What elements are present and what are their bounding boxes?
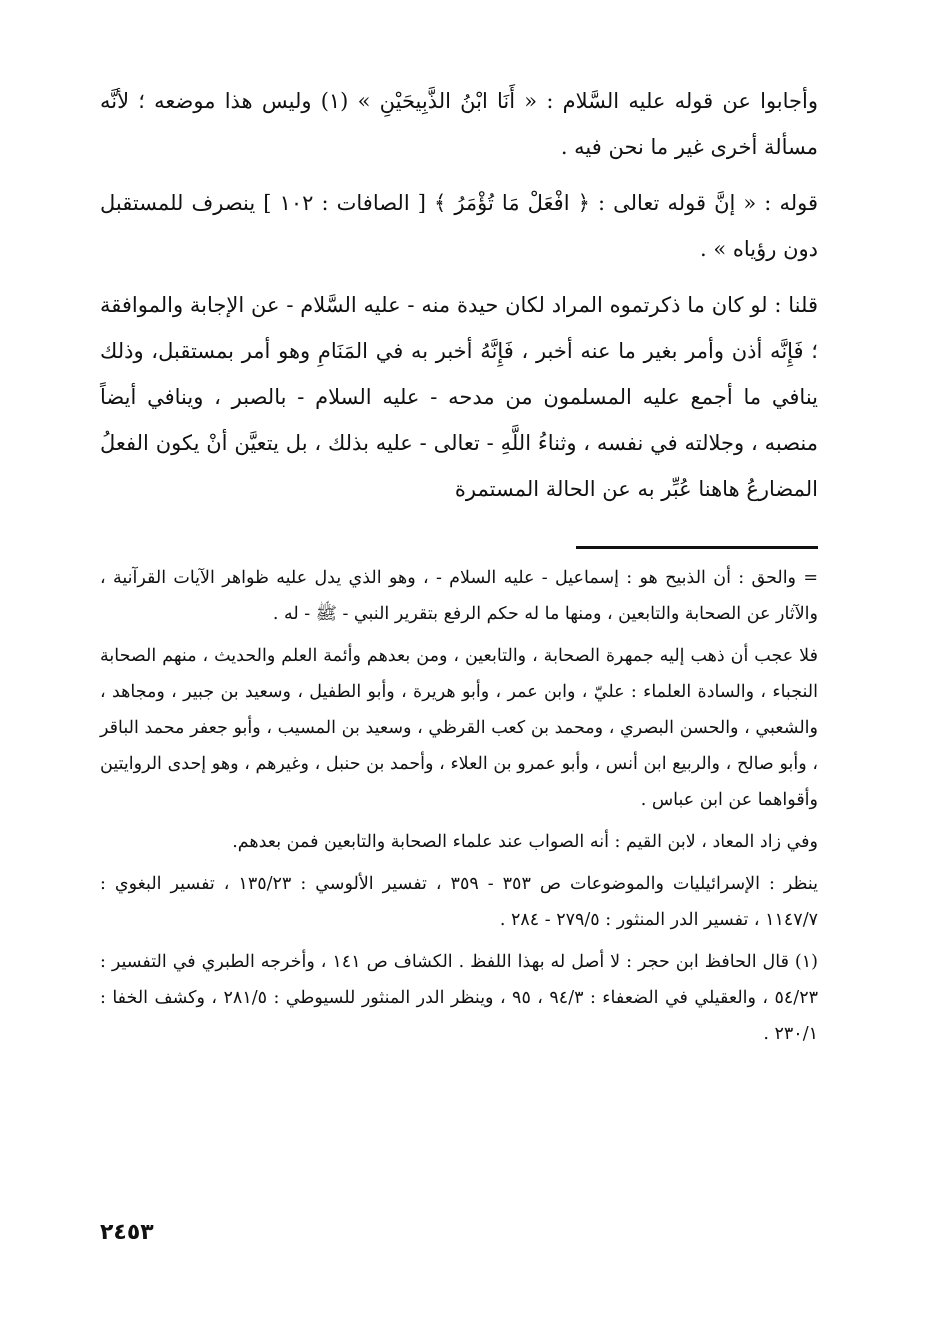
paragraph-quote: قوله : « إنَّ قوله تعالى : ﴿ افْعَلْ مَا تُؤْمَرُ ﴾ [ الصافات : ١٠٢ ] ينصرف للمستقبل دون رؤياه » . [100,191,818,261]
footnote-separator [576,546,818,549]
page-number: ٢٤٥٣ [100,1220,154,1245]
footnote-zad-almaad: وفي زاد المعاد ، لابن القيم : أنه الصواب عند علماء الصحابة والتابعين فمن بعدهم. [232,832,818,852]
main-text [100,78,818,522]
paragraph-reply: وأجابوا عن قوله عليه السَّلام : « أَنَا ابْنُ الذَّبِيحَيْنِ » (١) وليس هذا موضعه ؛ لأنَّه مسألة أخرى غير ما نحن فيه . [100,89,818,159]
footnote-1: (١) قال الحافظ ابن حجر : لا أصل له بهذا اللفظ . الكشاف ص ١٤١ ، وأخرجه الطبري في التفسير : ٥٤/٢٣ ، والعقيلي في الضعفاء : ٩٤/٣ ، ٩٥ ، وينظر الدر المنثور للسيوطي : ٢٨١/٥ ، وكشف الخفا : ٢٣٠/١ . [100,952,818,1044]
footnote-continuation: = والحق : أن الذبيح هو : إسماعيل - عليه السلام - ، وهو الذي يدل عليه ظواهر الآيات القرآنية ، والآثار عن الصحابة والتابعين ، ومنها ما له حكم الرفع بتقرير النبي - ﷺ - له . [100,568,818,624]
footnote-references: ينظر : الإسرائيليات والموضوعات ص ٣٥٣ - ٣٥٩ ، تفسير الألوسي : ١٣٥/٢٣ ، تفسير البغوي : ١١٤٧/٧ ، تفسير الدر المنثور : ٢٧٩/٥ - ٢٨٤ . [100,874,818,930]
footnotes [100,560,818,1058]
paragraph-response: قلنا : لو كان ما ذكرتموه المراد لكان حيدة منه - عليه السَّلام - عن الإجابة والموافقة ؛ فَإِنَّه أذن وأمر بغير ما عنه أخبر ، فَإِنَّهُ أخبر به في المَنَامِ وهو أمر بمستقبل، وذلك ينافي ما أجمع عليه المسلمون من مدحه - عليه السلام - بالصبر ، وينافي أيضاً منصبه ، وجلالته في نفسه ، وثناءُ اللَّهِ - تعالى - عليه بذلك ، بل يتعيَّن أنْ يكون الفعلُ المضارعُ هاهنا عُبِّر به عن الحالة المستمرة [100,293,818,501]
footnote-companions: فلا عجب أن ذهب إليه جمهرة الصحابة ، والتابعين ، ومن بعدهم وأئمة العلم والحديث ، منهم الصحابة النجباء ، والسادة العلماء : عليّ ، وابن عمر ، وأبو هريرة ، وأبو الطفيل ، وسعيد بن جبير ، ومجاهد ، والشعبي ، والحسن البصري ، ومحمد بن كعب القرظي ، وسعيد بن المسيب ، وأبو جعفر محمد الباقر ، وأبو صالح ، والربيع ابن أنس ، وأبو عمرو بن العلاء ، وأحمد بن حنبل ، وغيرهم ، وهو إحدى الروايتين وأقواهما عن ابن عباس . [100,646,818,810]
